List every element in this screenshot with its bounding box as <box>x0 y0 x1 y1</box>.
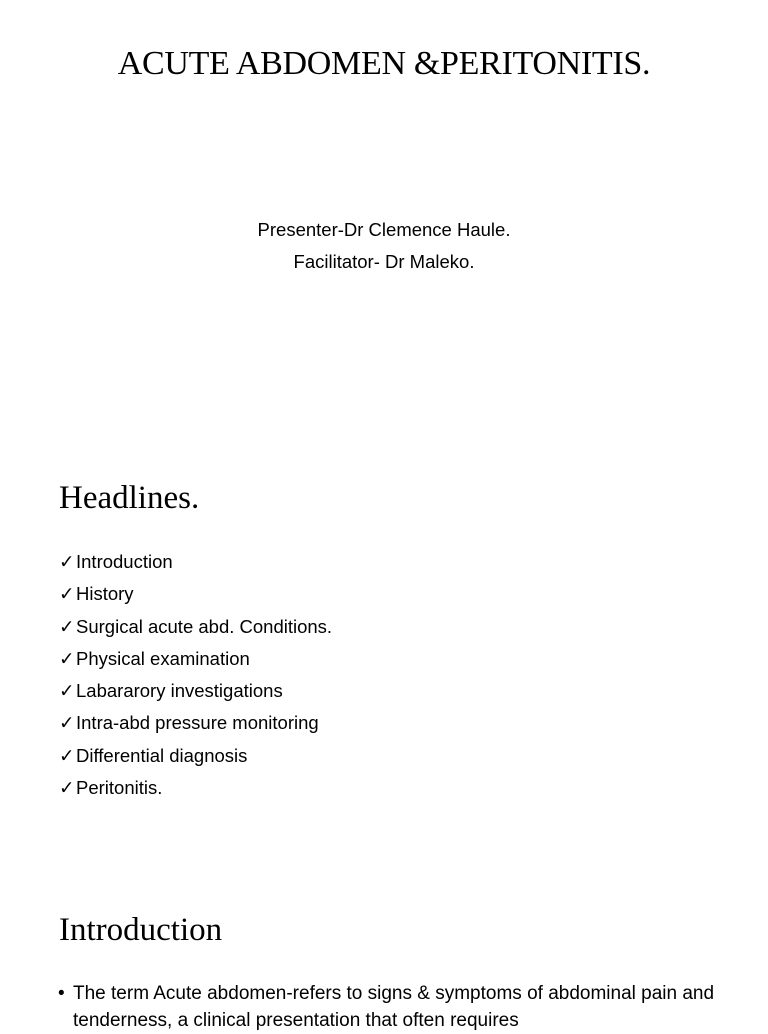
headline-item <box>59 643 332 675</box>
introduction-bullets <box>58 980 718 1034</box>
headline-item-label: Peritonitis. <box>76 777 163 799</box>
checkmark-icon: ✓ <box>59 680 75 702</box>
checkmark-icon: ✓ <box>59 583 75 605</box>
checkmark-icon: ✓ <box>59 744 75 766</box>
checkmark-icon: ✓ <box>59 615 75 637</box>
headline-item <box>59 611 332 643</box>
headline-item-label: Differential diagnosis <box>76 744 248 766</box>
headlines-checklist <box>59 546 332 804</box>
facilitator-line: Facilitator- Dr Maleko. <box>293 251 475 272</box>
headline-item <box>59 740 332 772</box>
headline-item-label: Physical examination <box>76 647 250 669</box>
headline-item-label: History <box>76 583 134 605</box>
headlines-heading: Headlines. <box>59 480 200 516</box>
headline-item-label: Labararory investigations <box>76 680 283 702</box>
checkmark-icon: ✓ <box>59 777 75 799</box>
headline-item-label: Intra-abd pressure monitoring <box>76 712 319 734</box>
headline-item <box>59 772 332 804</box>
introduction-bullet <box>58 980 718 1034</box>
presenter-line: Presenter-Dr Clemence Haule. <box>257 219 511 240</box>
headline-item-label: Introduction <box>76 551 173 572</box>
bullet-icon: • <box>58 983 65 1004</box>
headline-item <box>59 675 332 707</box>
slide-title: ACUTE ABDOMEN &PERITONITIS. <box>117 45 651 82</box>
introduction-heading: Introduction <box>59 912 223 948</box>
headline-item <box>59 546 332 578</box>
checkmark-icon: ✓ <box>59 551 75 572</box>
headline-item <box>59 578 332 610</box>
introduction-bullet-text: The term Acute abdomen-refers to signs & symptoms of abdominal pain and tenderness, a clinical presentation that often requires <box>73 983 715 1031</box>
headline-item <box>59 707 332 739</box>
checkmark-icon: ✓ <box>59 647 75 669</box>
presenter-credits <box>0 214 768 278</box>
checkmark-icon: ✓ <box>59 712 75 734</box>
headline-item-label: Surgical acute abd. Conditions. <box>76 615 333 637</box>
